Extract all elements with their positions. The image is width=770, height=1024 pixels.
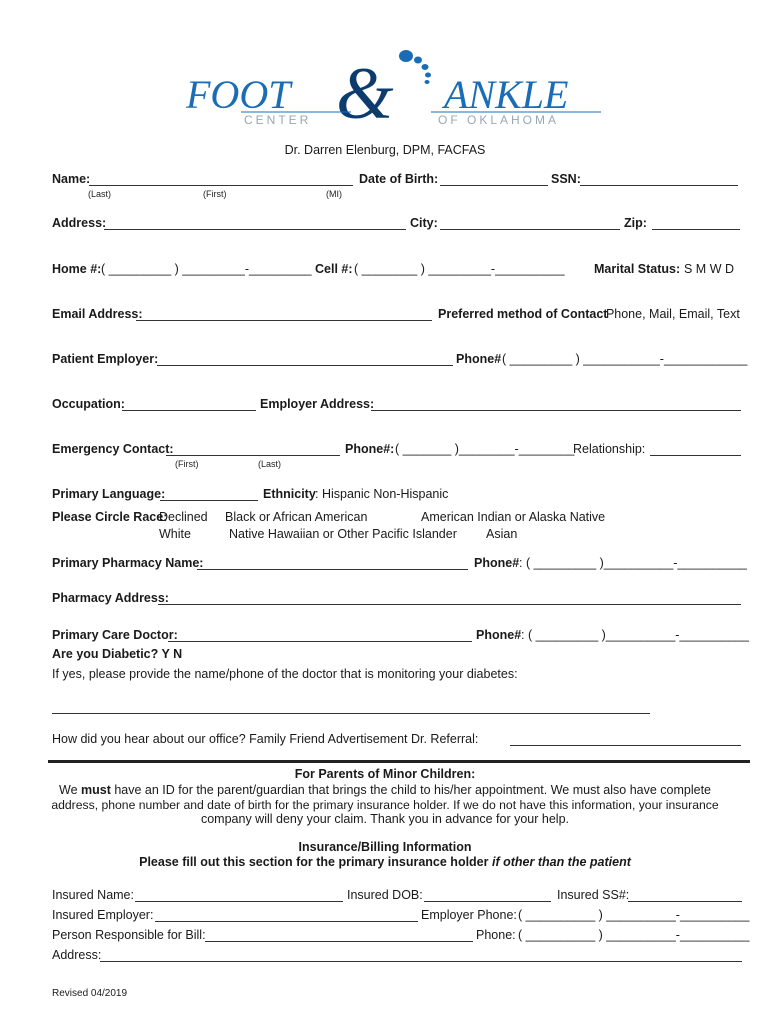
marital-status-options[interactable]: S M W D	[684, 262, 734, 276]
employer-label: Patient Employer:	[52, 352, 159, 366]
insurance-title: Insurance/Billing Information	[298, 840, 472, 854]
insurance-address-label: Address:	[52, 948, 102, 962]
pcp-phone-field[interactable]: : ( _________ )__________-__________	[521, 628, 749, 642]
employer-phone-field[interactable]: ( _________ ) ___________-____________	[502, 352, 748, 366]
race-asian[interactable]: Asian	[486, 527, 518, 541]
responsible-phone-field[interactable]: ( __________ ) __________-__________	[518, 928, 750, 942]
name-mi-hint: (MI)	[326, 189, 342, 199]
pcp-label: Primary Care Doctor:	[52, 628, 178, 642]
employer-phone-label: Phone#	[456, 352, 502, 366]
employer-address-label: Employer Address:	[260, 397, 375, 411]
responsible-phone-label: Phone:	[476, 928, 516, 942]
race-black[interactable]: Black or African American	[225, 510, 368, 524]
pharmacy-phone-field[interactable]: : ( _________ )__________-__________	[519, 556, 747, 570]
name-label: Name:	[52, 172, 91, 186]
responsible-label: Person Responsible for Bill:	[52, 928, 206, 942]
dob-field[interactable]	[440, 185, 548, 186]
occupation-label: Occupation:	[52, 397, 125, 411]
minor-text-line3: company will deny your claim. Thank you in advance for your help.	[200, 812, 569, 826]
race-label: Please Circle Race:	[52, 510, 168, 524]
emergency-contact-field[interactable]	[166, 455, 340, 456]
cell-phone-field[interactable]: ( ________ ) _________-__________	[354, 262, 565, 276]
emergency-contact-label: Emergency Contact:	[52, 442, 174, 456]
insured-ss-field[interactable]	[628, 901, 742, 902]
logo-sub-center: CENTER	[244, 113, 312, 126]
ethnicity-label: Ethnicity	[263, 487, 316, 501]
clinic-logo	[186, 46, 606, 126]
referral-question: How did you hear about our office? Family Friend Advertisement Dr. Referral:	[52, 732, 479, 746]
race-declined[interactable]: Declined	[159, 510, 208, 524]
minor-text-line1: We must have an ID for the parent/guardian that brings the child to his/her appointment. We must also have complete	[59, 783, 711, 797]
dob-label: Date of Birth:	[359, 172, 439, 186]
race-white[interactable]: White	[159, 527, 191, 541]
city-label: City:	[410, 216, 438, 230]
race-american-indian[interactable]: American Indian or Alaska Native	[421, 510, 606, 524]
contact-method-label: Preferred method of Contact	[438, 307, 608, 321]
employer-phone-ins-field[interactable]: ( __________ ) __________-__________	[518, 908, 750, 922]
doctor-name: Dr. Darren Elenburg, DPM, FACFAS	[284, 143, 486, 157]
logo-ampersand: &	[336, 53, 394, 126]
section-divider	[48, 760, 750, 763]
pharmacy-name-label: Primary Pharmacy Name:	[52, 556, 204, 570]
home-phone-field[interactable]: ( _________ ) _________-_________	[101, 262, 312, 276]
name-field[interactable]	[89, 185, 353, 186]
insured-name-label: Insured Name:	[52, 888, 134, 902]
logo-word-ankle: ANKLE	[444, 72, 569, 117]
referral-field[interactable]	[510, 745, 741, 746]
name-first-hint: (First)	[203, 189, 227, 199]
insurance-subtitle: Please fill out this section for the primary insurance holder if other than the patient	[139, 855, 631, 869]
insured-ss-label: Insured SS#:	[557, 888, 630, 902]
emergency-first-hint: (First)	[175, 459, 199, 469]
minor-section-title: For Parents of Minor Children:	[294, 767, 476, 781]
home-phone-label: Home #:	[52, 262, 102, 276]
employer-address-field[interactable]	[371, 410, 741, 411]
address-field[interactable]	[104, 229, 406, 230]
occupation-field[interactable]	[122, 410, 256, 411]
diabetes-doctor-field[interactable]	[52, 713, 650, 714]
language-field[interactable]	[160, 500, 258, 501]
insured-dob-label: Insured DOB:	[347, 888, 423, 902]
relationship-label: Relationship:	[573, 442, 646, 456]
zip-field[interactable]	[652, 229, 740, 230]
relationship-field[interactable]	[650, 455, 741, 456]
pharmacy-name-field[interactable]	[197, 569, 468, 570]
insured-dob-field[interactable]	[424, 901, 551, 902]
insured-employer-field[interactable]	[155, 921, 418, 922]
language-label: Primary Language:	[52, 487, 166, 501]
logo-word-foot: FOOT	[186, 72, 291, 117]
address-label: Address:	[52, 216, 107, 230]
insured-employer-label: Insured Employer:	[52, 908, 154, 922]
ethnicity-options[interactable]: : Hispanic Non-Hispanic	[315, 487, 449, 501]
zip-label: Zip:	[624, 216, 647, 230]
name-last-hint: (Last)	[88, 189, 112, 199]
pcp-field[interactable]	[168, 641, 472, 642]
pharmacy-phone-label: Phone#	[474, 556, 520, 570]
revised-date: Revised 04/2019	[52, 988, 128, 999]
diabetic-question[interactable]: Are you Diabetic? Y N	[52, 647, 183, 661]
emergency-phone-field[interactable]: ( _______ )________-________	[395, 442, 575, 456]
emergency-last-hint: (Last)	[258, 459, 282, 469]
ssn-field[interactable]	[580, 185, 738, 186]
email-field[interactable]	[136, 320, 432, 321]
contact-method-options[interactable]: : Phone, Mail, Email, Text	[599, 307, 740, 321]
responsible-field[interactable]	[205, 941, 473, 942]
employer-field[interactable]	[157, 365, 453, 366]
race-native-hawaiian[interactable]: Native Hawaiian or Other Pacific Islander	[229, 527, 457, 541]
pharmacy-address-field[interactable]	[158, 604, 741, 605]
ssn-label: SSN:	[551, 172, 581, 186]
insured-name-field[interactable]	[135, 901, 343, 902]
email-label: Email Address:	[52, 307, 143, 321]
diabetes-doctor-prompt: If yes, please provide the name/phone of the doctor that is monitoring your diabetes:	[52, 667, 518, 681]
minor-text-line2: address, phone number and date of birth for the primary insurance holder. If we do not have this information, your insurance	[51, 798, 719, 812]
marital-status-label: Marital Status:	[594, 262, 681, 276]
pharmacy-address-label: Pharmacy Address:	[52, 591, 169, 605]
pcp-phone-label: Phone#	[476, 628, 522, 642]
cell-phone-label: Cell #:	[315, 262, 353, 276]
logo-graphic	[186, 46, 606, 126]
logo-sub-oklahoma: OF OKLAHOMA	[438, 113, 560, 126]
insurance-address-field[interactable]	[100, 961, 742, 962]
emergency-phone-label: Phone#:	[345, 442, 395, 456]
city-field[interactable]	[440, 229, 620, 230]
employer-phone-ins-label: Employer Phone:	[421, 908, 517, 922]
